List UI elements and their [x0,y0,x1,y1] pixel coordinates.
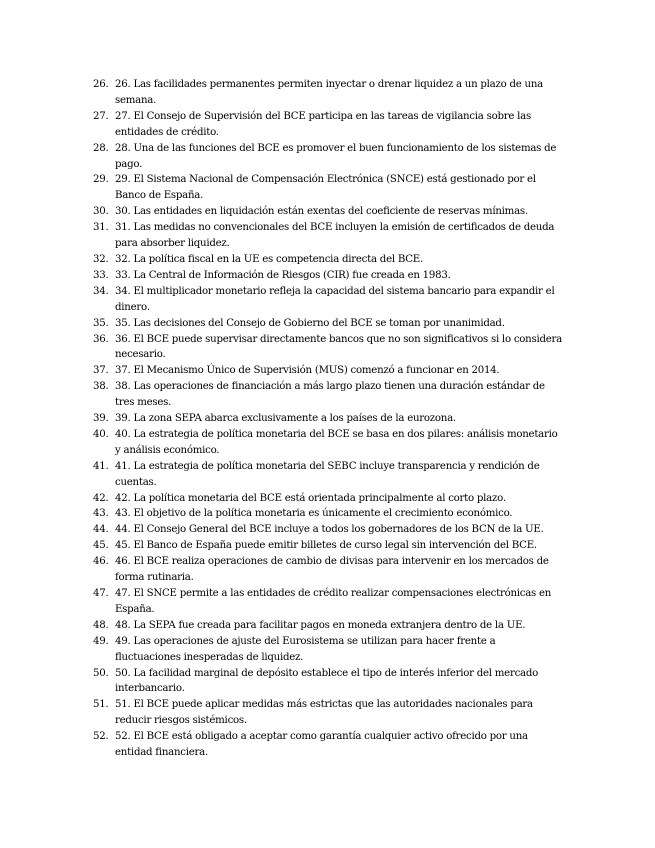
item-number: 44. [93,524,109,536]
item-number: 49. [93,635,109,647]
list-item [93,618,563,634]
list-item [93,522,563,538]
list-item [93,363,563,379]
statement-list [93,77,563,761]
list-item [93,252,563,268]
item-number: 52. [93,731,109,743]
item-text: 26. Las facilidades permanentes permiten inyectar o drenar liquidez a un plazo de una semana. [115,79,543,106]
item-text: 33. La Central de Información de Riesgos (CIR) fue creada en 1983. [115,269,451,281]
list-item [93,332,563,364]
list-item [93,538,563,554]
list-item [93,427,563,459]
list-item [93,316,563,332]
item-text: 30. Las entidades en liquidación están exentas del coeficiente de reservas mínimas. [115,206,528,218]
list-item [93,586,563,618]
item-text: 44. El Consejo General del BCE incluye a todos los gobernadores de los BCN de la UE. [115,524,544,536]
item-text: 50. La facilidad marginal de depósito establece el tipo de interés inferior del mercado interbancario. [115,667,539,695]
item-number: 37. [93,365,109,377]
item-number: 47. [93,588,109,599]
item-text: 34. El multiplicador monetario refleja la capacidad del sistema bancario para expandir el dinero. [115,285,555,313]
item-text: 43. El objetivo de la política monetaria es únicamente el crecimiento económico. [115,508,513,520]
item-number: 38. [93,381,109,393]
item-text: 32. La política fiscal en la UE es competencia directa del BCE. [115,253,423,265]
item-number: 32. [93,253,109,265]
item-text: 27. El Consejo de Supervisión del BCE participa en las tareas de vigilancia sobre las entidades de crédito. [115,110,531,138]
list-item [93,204,563,220]
item-text: 52. El BCE está obligado a aceptar como garantía cualquier activo ofrecido por una entidad financiera. [115,731,528,759]
list-item [93,491,563,507]
item-text: 51. El BCE puede aplicar medidas más estrictas que las autoridades nacionales para reducir riesgos sistémicos. [115,699,533,727]
item-text: 42. La política monetaria del BCE está orientada principalmente al corto plazo. [115,492,506,504]
item-number: 27. [93,110,109,122]
item-number: 29. [93,174,109,186]
item-number: 33. [93,269,109,281]
item-number: 39. [93,413,109,425]
list-item [93,284,563,316]
list-item [93,379,563,411]
item-text: 48. La SEPA fue creada para facilitar pagos en moneda extranjera dentro de la UE. [115,619,526,631]
list-item [93,77,563,109]
item-text: 28. Una de las funciones del BCE es promover el buen funcionamiento de los sistemas de pago. [115,142,557,170]
item-text: 46. El BCE realiza operaciones de cambio de divisas para intervenir en los mercados de forma rutinaria. [115,556,549,584]
item-text: 41. La estrategia de política monetaria del SEBC incluye transparencia y rendición de cuentas. [115,460,540,488]
item-text: 40. La estrategia de política monetaria del BCE se basa en dos pilares: análisis monetario y análisis económico. [115,428,558,456]
list-item [93,109,563,141]
item-text: 35. Las decisiones del Consejo de Gobierno del BCE se toman por unanimidad. [115,317,505,329]
item-text: 37. El Mecanismo Único de Supervisión (MUS) comenzó a funcionar en 2014. [115,365,500,377]
list-item [93,697,563,729]
item-text: 39. La zona SEPA abarca exclusivamente a los países de la eurozona. [115,413,456,425]
item-number: 34. [93,285,109,297]
item-text: 36. El BCE puede supervisar directamente bancos que no son significativos si lo considera necesario. [115,333,562,361]
list-item [93,634,563,666]
list-item [93,666,563,698]
list-item [93,220,563,252]
item-number: 42. [93,492,109,504]
item-number: 48. [93,619,109,631]
item-number: 40. [93,428,109,440]
item-number: 31. [93,222,109,234]
item-text: 29. El Sistema Nacional de Compensación Electrónica (SNCE) está gestionado por el Banco de España. [115,174,536,202]
list-item [93,411,563,427]
list-item [93,172,563,204]
item-number: 46. [93,556,109,568]
item-number: 28. [93,142,109,154]
item-number: 26. [93,79,109,90]
item-number: 51. [93,699,109,711]
list-item [93,554,563,586]
item-number: 43. [93,508,109,520]
item-number: 36. [93,333,109,345]
item-text: 31. Las medidas no convencionales del BCE incluyen la emisión de certificados de deuda para absorber liquidez. [115,222,555,250]
item-number: 30. [93,206,109,218]
item-number: 41. [93,460,109,472]
item-text: 38. Las operaciones de financiación a más largo plazo tienen una duración estándar de tres meses. [115,381,545,409]
list-item [93,141,563,173]
list-item [93,729,563,761]
list-item [93,506,563,522]
item-number: 45. [93,540,109,552]
item-text: 47. El SNCE permite a las entidades de crédito realizar compensaciones electrónicas en España. [115,588,552,615]
item-text: 45. El Banco de España puede emitir billetes de curso legal sin intervención del BCE. [115,540,537,552]
list-item [93,268,563,284]
item-text: 49. Las operaciones de ajuste del Eurosistema se utilizan para hacer frente a fluctuaciones inesperadas de liquidez. [115,635,496,663]
item-number: 50. [93,667,109,679]
item-number: 35. [93,317,109,329]
list-item [93,459,563,491]
